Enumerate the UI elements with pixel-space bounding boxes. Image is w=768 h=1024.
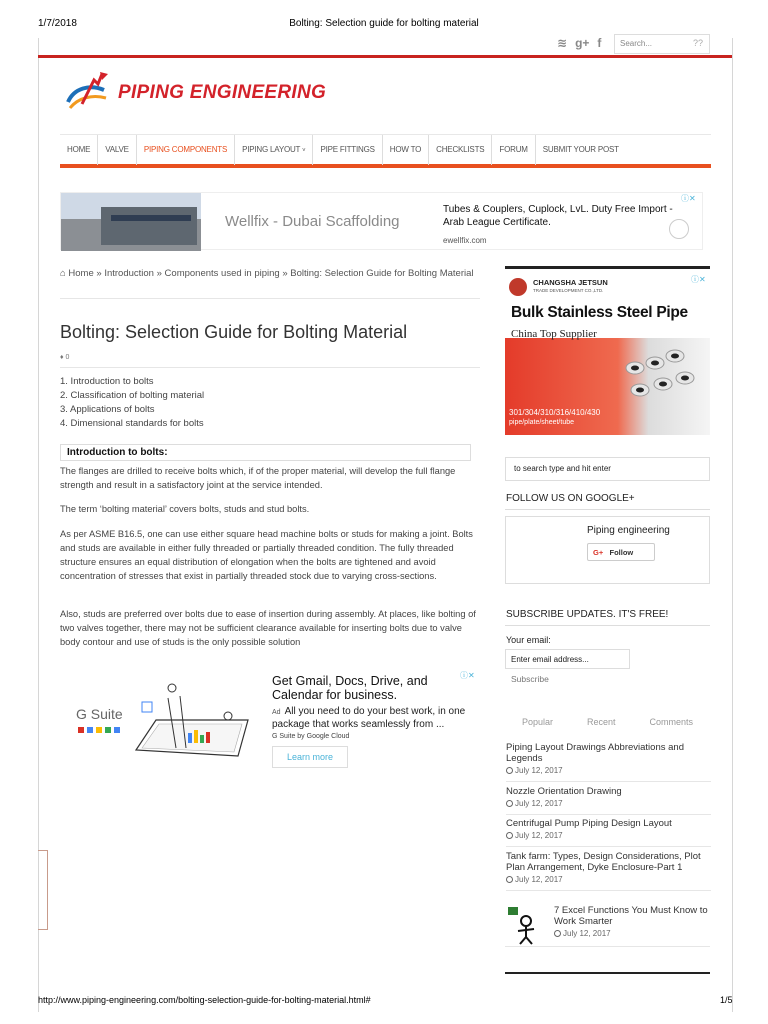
ad-subline: China Top Supplier — [511, 328, 597, 340]
ad-close-icon[interactable]: ⓘ✕ — [460, 671, 475, 680]
ad-arrow-icon[interactable] — [669, 219, 689, 239]
breadcrumb-separator: » — [156, 268, 162, 279]
sidebar-tabs — [505, 717, 710, 727]
sidebar-top-rule — [505, 266, 710, 269]
post-date — [506, 830, 711, 841]
follow-name[interactable]: Piping engineering — [587, 525, 670, 536]
breadcrumb-separator: » — [282, 268, 288, 279]
gsuite-ad-desc — [272, 706, 487, 731]
social-icons — [557, 36, 601, 50]
ad-company: CHANGSHA JETSUN — [533, 278, 608, 287]
ad-domain: ewellfix.com — [443, 236, 487, 245]
paragraph: As per ASME B16.5, one can use either square head machine bolts or studs for making a joint. Bolts and studs are available in either fully threaded or partially threaded condition. The fully threaded structure ensures an equal distribution of elongation when the bolts are tightened and avoid concentration of stresses that exist in partially threaded stock due to varying cross-sections. — [60, 529, 473, 581]
post-title[interactable]: Nozzle Orientation Drawing — [506, 786, 622, 797]
site-logo[interactable] — [64, 72, 326, 114]
comment-count-value: 0 — [65, 354, 70, 361]
post-date-text: July 12, 2017 — [563, 929, 611, 938]
gsuite-ad[interactable] — [60, 668, 480, 778]
breadcrumb — [60, 266, 480, 281]
comment-icon: ♦ — [60, 354, 64, 361]
logo-mark-icon — [64, 72, 114, 114]
paragraph: The term ‘bolting material’ covers bolts, studs and stud bolts. — [60, 504, 310, 514]
ad-company-sub: TRADE DEVELOPMENT CO.,LTD. — [533, 288, 604, 293]
nav-piping-layout[interactable] — [235, 135, 313, 165]
breadcrumb-introduction[interactable]: Introduction — [104, 268, 154, 279]
page-title: Bolting: Selection Guide for Bolting Material — [60, 322, 408, 342]
post-date — [554, 928, 711, 939]
breadcrumb-home[interactable]: Home — [68, 268, 94, 279]
toc-item[interactable]: 4. Dimensional standards for bolts — [60, 418, 204, 429]
post-date-text: July 12, 2017 — [515, 799, 563, 808]
pipes-image — [615, 338, 710, 435]
section-heading: Introduction to bolts: — [60, 444, 471, 461]
breadcrumb-components[interactable]: Components used in piping — [164, 268, 280, 279]
clock-icon — [554, 930, 561, 937]
post-title[interactable]: 7 Excel Functions You Must Know to Work Smarter — [554, 905, 708, 927]
toc-item[interactable]: 2. Classification of bolting material — [60, 390, 205, 401]
logo-text: PIPING ENGINEERING — [118, 82, 327, 103]
home-icon: ⌂ — [60, 268, 66, 279]
paragraph: The flanges are drilled to receive bolts which, if of the proper material, will develop the full flange strength and result in a satisfactory joint at the service intended. — [60, 466, 456, 490]
main-nav — [60, 134, 711, 168]
gsuite-app-icons — [78, 727, 120, 733]
post-date — [506, 765, 711, 776]
nav-piping-components[interactable]: PIPING COMPONENTS — [137, 135, 235, 165]
email-placeholder: Enter email address... — [511, 655, 589, 664]
post-date — [506, 874, 711, 885]
gsuite-illustration — [128, 678, 256, 768]
post-title[interactable]: Centrifugal Pump Piping Design Layout — [506, 818, 672, 829]
nav-valve[interactable]: VALVE — [98, 135, 137, 165]
post-date-text: July 12, 2017 — [515, 766, 563, 775]
search-placeholder: Search... — [620, 39, 653, 48]
gsuite-ad-by: G Suite by Google Cloud — [272, 733, 350, 740]
post-item[interactable] — [506, 818, 711, 847]
email-field[interactable] — [505, 649, 630, 669]
learn-more-button[interactable]: Learn more — [272, 746, 348, 768]
nav-piping-layout-label: PIPING LAYOUT — [242, 144, 301, 154]
comment-count[interactable] — [60, 354, 69, 361]
clock-icon — [506, 876, 513, 883]
sidebar-ad[interactable] — [505, 272, 710, 435]
divider — [505, 946, 710, 947]
ad-close-icon[interactable]: ⓘ✕ — [691, 275, 706, 284]
tab-popular[interactable]: Popular — [521, 717, 554, 727]
subscribe-button[interactable]: Subscribe — [511, 674, 549, 684]
post-thumbnail — [506, 905, 546, 945]
google-plus-icon[interactable]: g+ — [575, 36, 590, 50]
nav-how-to[interactable]: HOW TO — [383, 135, 429, 165]
nav-home[interactable]: HOME — [60, 135, 98, 165]
nav-checklists[interactable]: CHECKLISTS — [429, 135, 492, 165]
sidebar-search-placeholder: to search type and hit enter — [514, 464, 611, 473]
print-title: Bolting: Selection guide for bolting material — [289, 18, 479, 29]
paragraph: Also, studs are preferred over bolts due to ease of insertion during assembly. At places, like bolting of two valves together, there may not be sufficient clearance available for inserting bolts due to valve body contour and use of studs is the only possible solution — [60, 609, 476, 647]
post-title[interactable]: Tank farm: Types, Design Considerations, Plot Plan Arrangement, Dyke Enclosure-Part 1 — [506, 851, 701, 873]
nav-forum[interactable]: FORUM — [492, 135, 535, 165]
table-of-contents — [60, 375, 204, 431]
google-plus-icon: G+ — [593, 548, 604, 557]
sidebar-search-input[interactable] — [505, 457, 710, 481]
post-item[interactable] — [506, 905, 711, 939]
post-date-text: July 12, 2017 — [515, 875, 563, 884]
post-title[interactable]: Piping Layout Drawings Abbreviations and Legends — [506, 742, 684, 764]
subscribe-title: SUBSCRIBE UPDATES. IT'S FREE! — [506, 609, 669, 620]
breadcrumb-current: Bolting: Selection Guide for Bolting Material — [290, 268, 474, 279]
print-url: http://www.piping-engineering.com/bolting-selection-guide-for-bolting-material.html# — [38, 995, 371, 1005]
ad-text: Tubes & Couplers, Cuplock, LvL. Duty Free Import - Arab League Certificate. — [443, 204, 673, 228]
gsuite-ad-desc-text: All you need to do your best work, in one package that works seamlessly from ... — [272, 706, 466, 730]
nav-pipe-fittings[interactable]: PIPE FITTINGS — [313, 135, 382, 165]
clock-icon — [506, 832, 513, 839]
header-search-input[interactable] — [614, 34, 710, 54]
post-item[interactable] — [506, 786, 711, 815]
follow-button-label: Follow — [609, 548, 634, 557]
breadcrumb-separator: » — [96, 268, 102, 279]
ad-label: Ad — [272, 709, 281, 716]
facebook-icon[interactable]: f — [597, 36, 602, 50]
google-follow-widget — [505, 516, 710, 584]
tab-comments[interactable]: Comments — [649, 717, 693, 727]
post-item[interactable] — [506, 851, 711, 891]
rss-icon[interactable]: ≋ — [557, 36, 568, 50]
ad-brand: Wellfix - Dubai Scaffolding — [225, 213, 400, 230]
jetsun-logo-icon — [509, 278, 527, 296]
divider — [505, 509, 710, 510]
edge-widget — [38, 850, 48, 930]
frame-right-border — [732, 38, 733, 1012]
post-date-text: July 12, 2017 — [515, 831, 563, 840]
post-item[interactable] — [506, 742, 711, 782]
search-icon[interactable]: ?? — [692, 38, 703, 48]
gsuite-logo: G Suite — [76, 706, 123, 722]
tab-recent[interactable]: Recent — [586, 717, 616, 727]
clock-icon — [506, 767, 513, 774]
title-divider — [60, 367, 480, 368]
top-banner-ad[interactable] — [60, 192, 703, 250]
toc-item[interactable]: 3. Applications of bolts — [60, 404, 155, 415]
post-date — [506, 798, 711, 809]
chevron-down-icon: ˅ — [302, 147, 306, 154]
ad-close-icon[interactable]: ⓘ✕ — [681, 194, 696, 203]
clock-icon — [506, 800, 513, 807]
ad-grades: 301/304/310/316/410/430 — [509, 408, 601, 417]
sidebar-bottom-rule — [505, 972, 710, 974]
email-label: Your email: — [506, 635, 551, 645]
divider — [505, 625, 710, 626]
ad-building-image — [61, 193, 201, 251]
nav-submit-post[interactable]: SUBMIT YOUR POST — [542, 144, 619, 154]
follow-title: FOLLOW US ON GOOGLE+ — [506, 493, 635, 504]
header-divider — [38, 55, 732, 58]
print-date: 1/7/2018 — [38, 18, 77, 29]
toc-item[interactable]: 1. Introduction to bolts — [60, 376, 154, 387]
gsuite-ad-headline: Get Gmail, Docs, Drive, and Calendar for business. — [272, 674, 428, 702]
ad-forms: pipe/plate/sheet/tube — [509, 419, 574, 426]
print-page-number: 1/5 — [720, 995, 733, 1005]
ad-headline: Bulk Stainless Steel Pipe — [511, 304, 688, 321]
follow-button[interactable] — [587, 543, 655, 561]
